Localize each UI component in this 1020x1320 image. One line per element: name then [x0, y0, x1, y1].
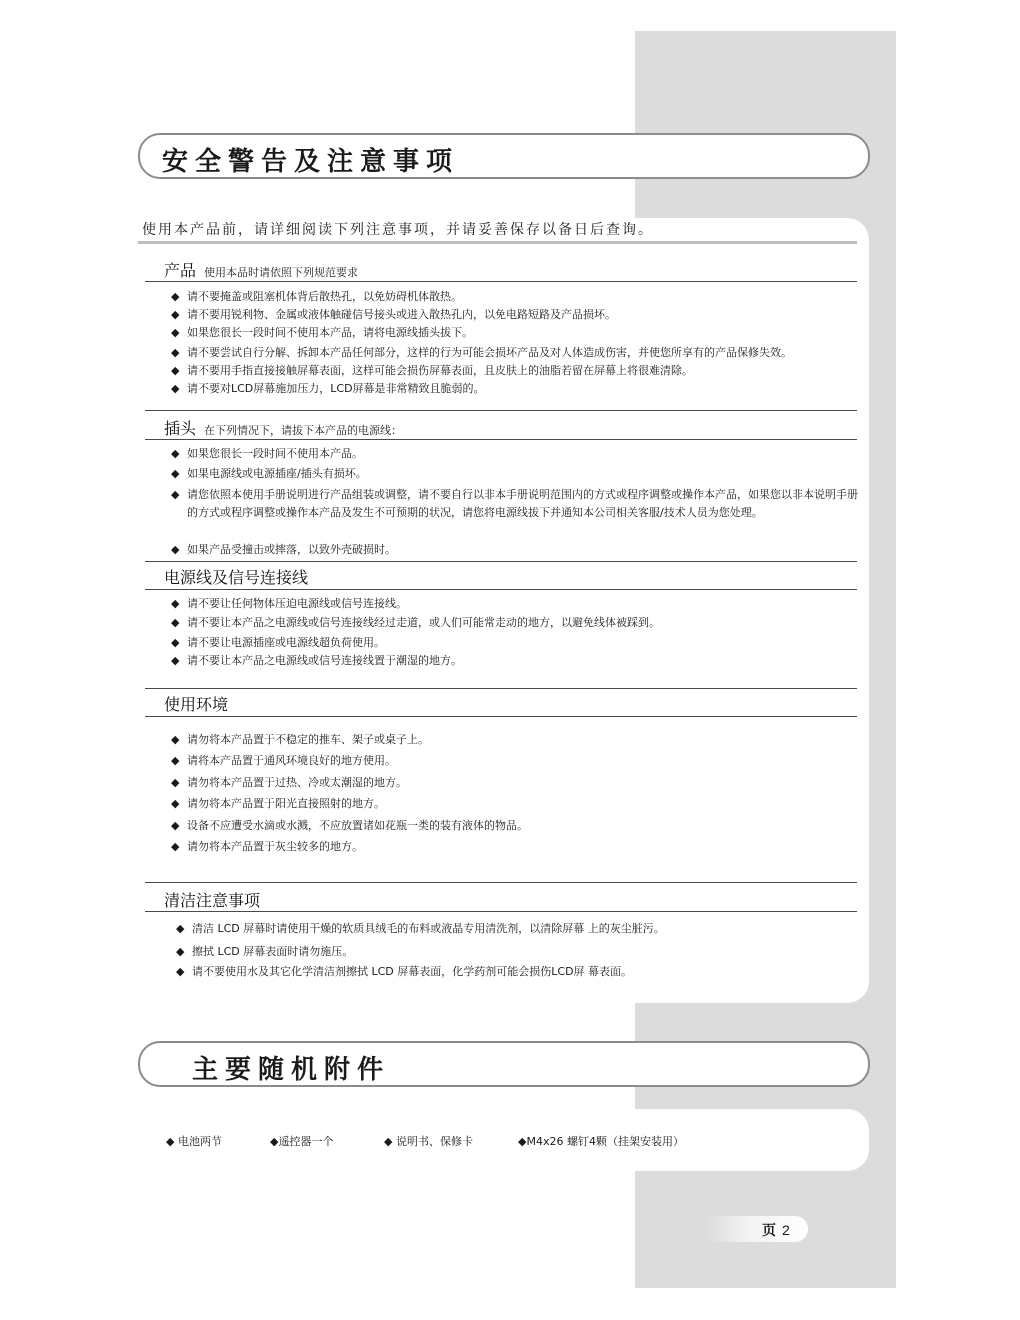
list-item-text: 请不要掩盖或阻塞机体背后散热孔，以免妨碍机体散热。	[187, 290, 462, 303]
accessories-title: 主要随机附件	[192, 1055, 391, 1085]
list-item	[171, 838, 363, 856]
diamond-bullet-icon: ◆	[171, 488, 180, 501]
list-item-text: 请不要尝试自行分解、拆卸本产品任何部分，这样的行为可能会损坏产品及对人体造成伤害，并使您所享有的产品保修失效。	[187, 346, 792, 359]
section-divider	[145, 589, 857, 590]
diamond-bullet-icon: ◆	[171, 346, 180, 359]
list-item	[171, 541, 396, 559]
list-item	[171, 595, 407, 613]
safety-title: 安全警告及注意事项	[162, 147, 460, 177]
list-item-text: 请不要让任何物体压迫电源线或信号连接线。	[187, 597, 407, 610]
section-product-header	[164, 258, 358, 281]
section-divider	[145, 688, 857, 689]
list-item-text: 如果您很长一段时间不使用本产品。	[187, 447, 363, 460]
diamond-bullet-icon: ◆	[171, 754, 180, 767]
accessories-panel	[138, 1109, 869, 1171]
list-item	[171, 752, 396, 770]
list-item-text: 请勿将本产品置于灰尘较多的地方。	[187, 840, 363, 853]
diamond-bullet-icon: ◆	[171, 326, 180, 339]
diamond-bullet-icon: ◆	[171, 308, 180, 321]
list-item-text: 擦拭 LCD 屏幕表面时请勿施压。	[192, 945, 354, 958]
list-item-text: 请勿将本产品置于阳光直接照射的地方。	[187, 797, 385, 810]
diamond-bullet-icon: ◆	[171, 819, 180, 832]
list-item	[171, 445, 363, 463]
diamond-bullet-icon: ◆	[171, 543, 180, 556]
diamond-bullet-icon: ◆	[171, 654, 180, 667]
list-item-text: 请不要用锐利物、金属或液体触碰信号接头或进入散热孔内，以免电路短路及产品损坏。	[187, 308, 616, 321]
list-item	[171, 465, 367, 483]
list-item	[176, 963, 632, 981]
section-cable-header	[164, 565, 308, 588]
diamond-bullet-icon: ◆	[171, 616, 180, 629]
safety-intro: 使用本产品前，请详细阅读下列注意事项，并请妥善保存以备日后查询。	[142, 222, 654, 238]
list-item	[171, 486, 859, 522]
diamond-bullet-icon: ◆	[171, 290, 180, 303]
section-plug-header	[164, 416, 402, 439]
section-subtitle: 在下列情况下，请拔下本产品的电源线：	[204, 424, 403, 437]
list-item-text: 请不要让电源插座或电源线超负荷使用。	[187, 636, 385, 649]
section-environment-header	[164, 692, 228, 715]
list-item	[171, 652, 462, 670]
list-item	[171, 324, 473, 342]
page-number-pill	[706, 1216, 808, 1242]
section-divider	[145, 561, 857, 562]
list-item	[171, 731, 429, 749]
diamond-bullet-icon: ◆	[171, 597, 180, 610]
diamond-bullet-icon: ◆	[171, 636, 180, 649]
diamond-bullet-icon: ◆	[176, 922, 185, 935]
list-item	[171, 344, 792, 362]
list-item	[171, 795, 385, 813]
section-divider	[145, 716, 857, 717]
diamond-bullet-icon: ◆	[171, 797, 180, 810]
section-title: 电源线及信号连接线	[164, 568, 309, 587]
list-item-text: 如果产品受撞击或摔落，以致外壳破损时。	[187, 543, 396, 556]
page-number-value: 2	[782, 1222, 790, 1238]
list-item	[176, 920, 665, 938]
list-item	[171, 288, 462, 306]
list-item-text: 请将本产品置于通风环境良好的地方使用。	[187, 754, 396, 767]
diamond-bullet-icon: ◆	[171, 447, 180, 460]
list-item	[171, 306, 616, 324]
section-divider	[145, 439, 857, 440]
list-item	[176, 943, 353, 961]
section-subtitle: 使用本品时请依照下列规范要求	[204, 266, 359, 279]
page-number	[762, 1220, 790, 1240]
list-item-text: 如果电源线或电源插座/插头有损坏。	[187, 467, 367, 480]
diamond-bullet-icon: ◆	[171, 467, 180, 480]
section-title: 产品	[164, 261, 197, 280]
accessory-item: ◆遥控器一个	[270, 1135, 334, 1148]
accessory-item: ◆M4x26 螺钉4颗（挂架安装用）	[518, 1135, 684, 1148]
section-divider	[145, 410, 857, 411]
section-title: 使用环境	[164, 695, 229, 714]
safety-title-banner	[138, 133, 870, 179]
list-item-text: 设备不应遭受水滴或水溅，不应放置诸如花瓶一类的装有液体的物品。	[187, 819, 528, 832]
list-item	[171, 614, 660, 632]
list-item-text: 请不要用手指直接接触屏幕表面，这样可能会损伤屏幕表面，且皮肤上的油脂若留在屏幕上将很难清除。	[187, 364, 693, 377]
diamond-bullet-icon: ◆	[176, 945, 185, 958]
list-item	[171, 817, 528, 835]
page-label: 页	[762, 1223, 776, 1239]
diamond-bullet-icon: ◆	[176, 965, 185, 978]
section-title: 清洁注意事项	[164, 891, 261, 910]
diamond-bullet-icon: ◆	[171, 840, 180, 853]
accessory-item: ◆ 说明书、保修卡	[384, 1135, 473, 1148]
list-item	[171, 774, 407, 792]
list-item-text: 请不要使用水及其它化学清洁剂擦拭 LCD 屏幕表面，化学药剂可能会损伤LCD屏 幕表面。	[192, 965, 633, 978]
list-item-text: 请您依照本使用手册说明进行产品组装或调整，请不要自行以非本手册说明范围内的方式或程序调整或操作本产品，如果您以非本说明手册的方式或程序调整或操作本产品及发生不可预期的状况，请您将电源线拔下并通知本公司相关客服/技术人员为您处理。	[187, 488, 858, 519]
diamond-bullet-icon: ◆	[171, 364, 180, 377]
accessory-item: ◆ 电池两节	[166, 1135, 222, 1148]
list-item	[171, 380, 485, 398]
accessories-title-banner	[138, 1041, 870, 1087]
list-item-text: 如果您很长一段时间不使用本产品，请将电源线插头拔下。	[187, 326, 473, 339]
diamond-bullet-icon: ◆	[171, 382, 180, 395]
list-item-text: 请勿将本产品置于过热、冷或太潮湿的地方。	[187, 776, 407, 789]
list-item	[171, 634, 385, 652]
list-item-text: 请勿将本产品置于不稳定的推车、架子或桌子上。	[187, 733, 429, 746]
section-divider	[145, 281, 857, 282]
section-divider	[145, 911, 857, 912]
section-cleaning-header	[164, 888, 260, 911]
intro-divider	[138, 241, 857, 244]
section-title: 插头	[164, 419, 197, 438]
list-item-text: 请不要对LCD屏幕施加压力，LCD屏幕是非常精致且脆弱的。	[187, 382, 485, 395]
section-divider	[145, 882, 857, 883]
list-item-text: 清洁 LCD 屏幕时请使用干燥的软质具绒毛的布料或液晶专用清洗剂，以清除屏幕 上的灰尘脏污。	[192, 922, 665, 935]
diamond-bullet-icon: ◆	[171, 733, 180, 746]
diamond-bullet-icon: ◆	[171, 776, 180, 789]
list-item-text: 请不要让本产品之电源线或信号连接线置于潮湿的地方。	[187, 654, 462, 667]
list-item	[171, 362, 693, 380]
list-item-text: 请不要让本产品之电源线或信号连接线经过走道，或人们可能常走动的地方，以避免线体被踩到。	[187, 616, 660, 629]
